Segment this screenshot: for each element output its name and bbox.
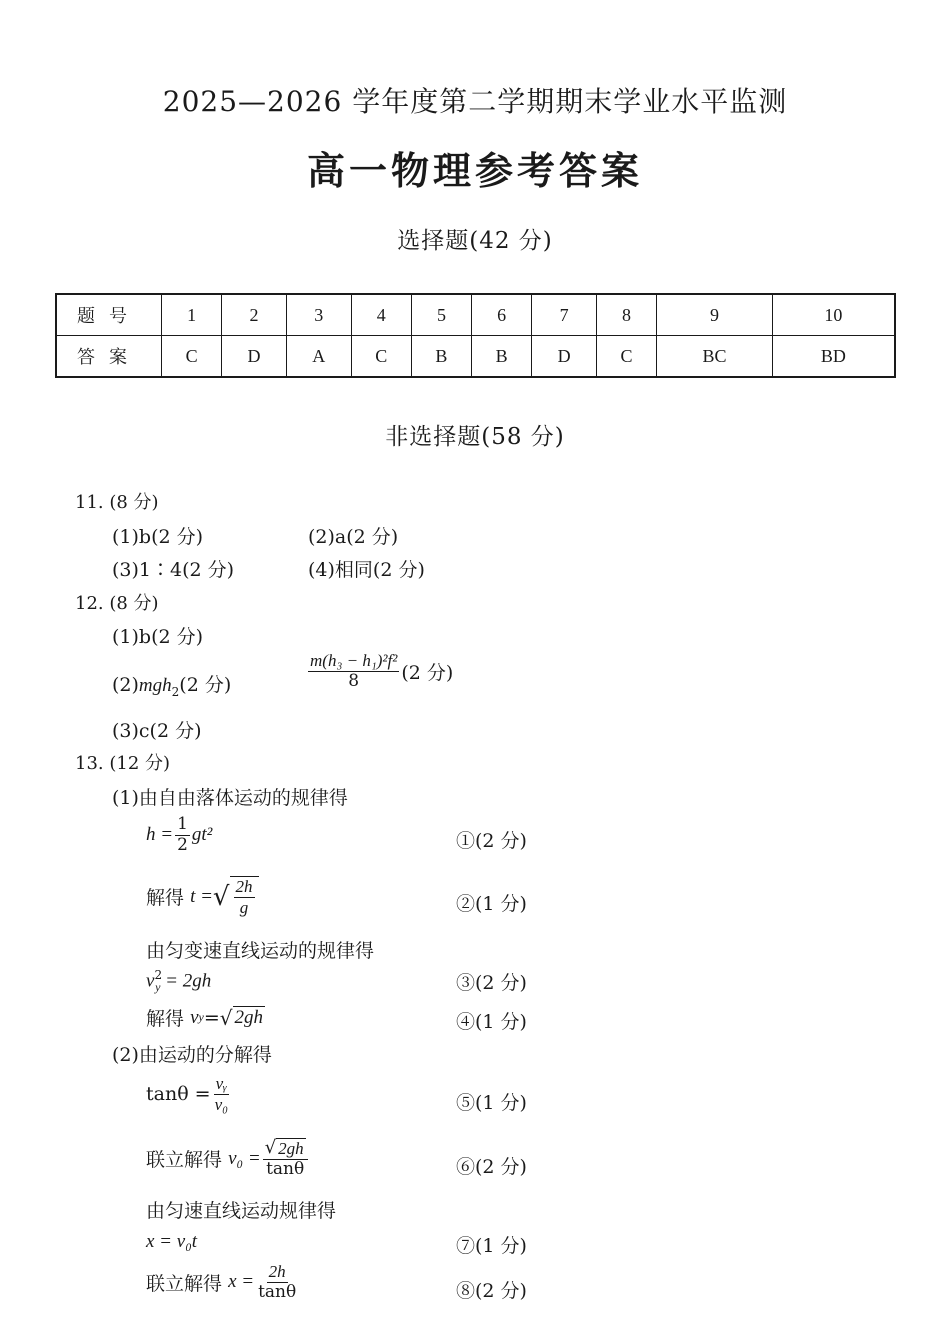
answer-cell: A xyxy=(286,336,351,378)
fraction-numerator xyxy=(263,1138,308,1160)
eq2-lhs: t = xyxy=(190,885,213,907)
q12-part2-prefix: (2) xyxy=(112,674,139,696)
answer-cell: C xyxy=(162,336,222,378)
eq6-text: 联立解得 xyxy=(146,1149,223,1172)
choice-section-heading: 选择题(42 分) xyxy=(397,228,553,254)
q13-eq8 xyxy=(146,1262,300,1302)
question-number: 3 xyxy=(286,294,351,336)
question-number: 7 xyxy=(532,294,597,336)
eq2-sqrt xyxy=(213,876,259,917)
answer-cell: B xyxy=(411,336,471,378)
fraction-numerator: 2h xyxy=(235,877,253,896)
radical-sign-icon: √ xyxy=(212,881,230,912)
question-number: 8 xyxy=(596,294,656,336)
document-title: 高一物理参考答案 xyxy=(306,148,643,193)
answer-cell: BC xyxy=(657,336,773,378)
q13-eq1 xyxy=(146,815,212,855)
eq4-mark: ④(1 分) xyxy=(456,1011,527,1033)
q13-eq6 xyxy=(146,1138,310,1179)
answer-cell: B xyxy=(472,336,532,378)
fraction-denominator: 2 xyxy=(177,834,188,855)
q11-part2: (2)a(2 分) xyxy=(308,526,399,548)
q13-part1-intro: (1)由自由落体运动的规律得 xyxy=(112,787,348,809)
answer-cell: C xyxy=(351,336,411,378)
eq6-sqrt xyxy=(265,1138,306,1159)
q13-eq4 xyxy=(146,1004,265,1031)
q13-eq3 xyxy=(146,968,211,995)
eq4-lhs: v xyxy=(190,1006,199,1028)
q12-part1: (1)b(2 分) xyxy=(112,626,204,648)
q13-eq2 xyxy=(146,876,259,917)
eq4-sub: y xyxy=(198,1010,204,1024)
row-label-question: 题号 xyxy=(56,294,162,336)
q12-part2b-score: (2 分) xyxy=(401,661,454,684)
question-number: 10 xyxy=(772,294,895,336)
q13-eq5 xyxy=(146,1074,232,1114)
q11-part1: (1)b(2 分) xyxy=(112,526,204,548)
eq6-mark: ⑥(2 分) xyxy=(456,1156,527,1178)
fraction-denominator: tanθ xyxy=(266,1158,305,1179)
radical-sign-icon: √ xyxy=(219,1005,233,1030)
q12-part2b xyxy=(306,651,453,691)
eq2-fraction xyxy=(234,877,255,917)
eq1-lhs: h = xyxy=(146,824,174,846)
eq6-fraction xyxy=(263,1138,308,1179)
q12-part2-expr: mgh xyxy=(138,675,172,696)
eq3-mark: ③(2 分) xyxy=(456,972,527,994)
answer-cell: D xyxy=(222,336,287,378)
question-number: 6 xyxy=(472,294,532,336)
eq3-var: v xyxy=(146,970,155,992)
q12-part3: (3)c(2 分) xyxy=(112,720,202,742)
radicand: 2gh xyxy=(278,1139,304,1158)
eq4-sqrt xyxy=(220,1006,265,1029)
fraction-numerator: m(h₃ − h₁)²f² xyxy=(310,651,398,670)
fraction-numerator: 2h xyxy=(268,1262,286,1281)
q12-part2a xyxy=(112,670,231,699)
eq1-rest: gt² xyxy=(191,824,213,846)
eq8-mark: ⑧(2 分) xyxy=(456,1280,527,1302)
fraction-numerator: 1 xyxy=(177,814,188,834)
eq3-sup: 2 xyxy=(154,968,163,982)
q13-header: 13. (12 分) xyxy=(75,753,171,774)
eq2-mark: ②(1 分) xyxy=(456,893,527,915)
q13-eq7: x = v₀t xyxy=(146,1231,198,1252)
q11-part3: (3)1∶4(2 分) xyxy=(112,559,235,581)
q12-part2-sub: 2 xyxy=(171,684,180,699)
eq1-fraction xyxy=(175,815,190,855)
eq6-lhs: v₀ = xyxy=(228,1147,261,1169)
answer-cell: D xyxy=(532,336,597,378)
fraction-denominator: v₀ xyxy=(214,1094,229,1114)
eq1-mark: ①(2 分) xyxy=(456,830,527,852)
fraction-denominator: g xyxy=(239,897,249,917)
eq7-mark: ⑦(1 分) xyxy=(456,1235,527,1257)
radicand xyxy=(230,876,259,917)
eq4-text: 解得 xyxy=(146,1008,185,1030)
question-number: 2 xyxy=(222,294,287,336)
answer-row xyxy=(56,336,895,378)
document-subtitle: 2025—2026 学年度第二学期期末学业水平监测 xyxy=(162,85,788,118)
question-number: 4 xyxy=(351,294,411,336)
q12-header: 12. (8 分) xyxy=(75,593,159,614)
question-number: 1 xyxy=(162,294,222,336)
q13-line7: 由匀速直线运动规律得 xyxy=(146,1200,337,1222)
eq5-lhs: tanθ = xyxy=(146,1083,211,1106)
q11-part4: (4)相同(2 分) xyxy=(308,559,425,581)
eq3-sub: y xyxy=(155,980,161,995)
answer-cell: BD xyxy=(772,336,895,378)
radicand: 2gh xyxy=(234,1007,263,1028)
q13-line3: 由匀变速直线运动的规律得 xyxy=(146,940,375,962)
eq8-text: 联立解得 xyxy=(146,1272,223,1295)
fraction-denominator: 8 xyxy=(348,670,360,691)
question-number-row xyxy=(56,294,895,336)
answer-cell: C xyxy=(596,336,656,378)
eq2-text: 解得 xyxy=(146,887,185,910)
fraction-numerator: vᵧ xyxy=(215,1074,228,1093)
fraction-denominator: tanθ xyxy=(258,1281,297,1302)
eq5-mark: ⑤(1 分) xyxy=(456,1092,527,1114)
question-number: 5 xyxy=(411,294,471,336)
question-number: 9 xyxy=(657,294,773,336)
eq8-lhs: x = xyxy=(228,1271,255,1293)
radical-sign-icon: √ xyxy=(264,1137,277,1159)
row-label-answer: 答案 xyxy=(56,336,162,378)
q11-header: 11. (8 分) xyxy=(75,492,159,513)
eq8-fraction xyxy=(256,1262,298,1302)
nonchoice-section-heading: 非选择题(58 分) xyxy=(385,424,565,450)
q12-part2-score: (2 分) xyxy=(179,674,232,696)
eq5-fraction xyxy=(213,1074,230,1114)
eq4-equals: = xyxy=(203,1006,220,1029)
q12-energy-fraction xyxy=(308,651,399,691)
answer-table xyxy=(55,293,896,378)
eq3-rest: = 2gh xyxy=(160,970,212,992)
q13-part2-intro: (2)由运动的分解得 xyxy=(112,1044,272,1066)
